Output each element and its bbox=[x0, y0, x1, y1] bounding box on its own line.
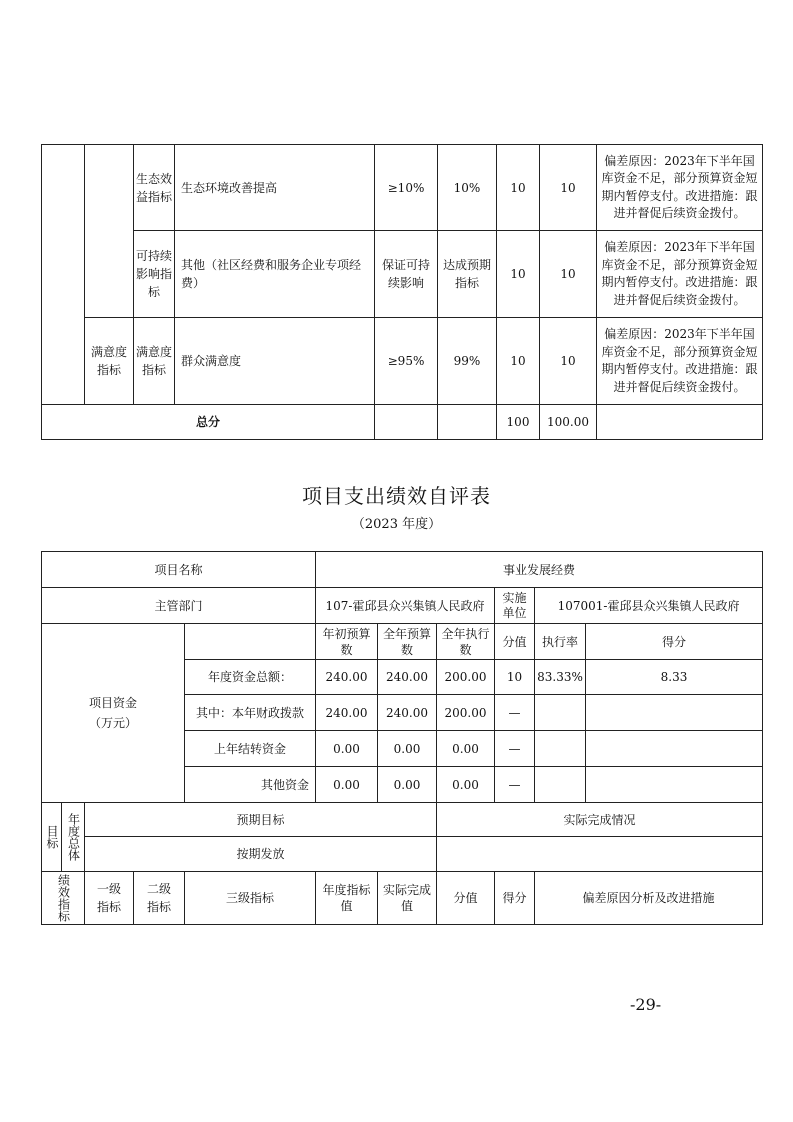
total-empty bbox=[375, 405, 438, 440]
l2-cell: 满意度指标 bbox=[85, 318, 134, 405]
perf-header-weight: 分值 bbox=[437, 872, 495, 925]
goal-side-text: 目标 bbox=[45, 825, 59, 849]
perf-label bbox=[42, 872, 85, 925]
header-rate: 执行率 bbox=[535, 624, 586, 660]
perf-label-text: 绩效指标 bbox=[56, 874, 71, 922]
page-number: -29- bbox=[630, 995, 662, 1014]
l1-cell bbox=[42, 145, 85, 405]
fund-rate bbox=[535, 731, 586, 767]
header-exec: 全年执行数 bbox=[437, 624, 495, 660]
fund-rate bbox=[535, 695, 586, 731]
header-weight: 分值 bbox=[495, 624, 535, 660]
fund-score bbox=[586, 731, 763, 767]
funds-table bbox=[41, 623, 763, 803]
page-subtitle: （2023 年度） bbox=[351, 517, 442, 532]
funds-label-text: 项目资金（万元） bbox=[88, 696, 137, 730]
fund-weight: — bbox=[495, 731, 535, 767]
total-label: 总分 bbox=[42, 405, 375, 440]
fund-annual: 0.00 bbox=[378, 767, 437, 803]
header-score: 得分 bbox=[586, 624, 763, 660]
actual-cell: 达成预期指标 bbox=[438, 231, 497, 318]
header-initial: 年初预算数 bbox=[316, 624, 378, 660]
fund-weight: — bbox=[495, 695, 535, 731]
impl-value: 107001-霍邱县众兴集镇人民政府 bbox=[535, 588, 763, 624]
expected-value: 按期发放 bbox=[85, 837, 437, 872]
perf-header-l1: 一级指标 bbox=[85, 872, 134, 925]
fund-score bbox=[586, 767, 763, 803]
target-cell: ≥95% bbox=[375, 318, 438, 405]
deviation-cell: 偏差原因：2023年下半年国库资金不足，部分预算资金短期内暂停支付。改进措施：跟进并督促后续资金拨付。 bbox=[597, 145, 763, 231]
fund-weight: 10 bbox=[495, 660, 535, 695]
expected-label: 预期目标 bbox=[85, 803, 437, 837]
project-name-label: 项目名称 bbox=[42, 552, 316, 588]
target-cell: ≥10% bbox=[375, 145, 438, 231]
l3-cell: 生态效益指标 bbox=[134, 145, 175, 231]
score-cell: 10 bbox=[540, 231, 597, 318]
fund-rate bbox=[535, 767, 586, 803]
goals-table bbox=[41, 802, 763, 925]
item-cell: 生态环境改善提高 bbox=[175, 145, 375, 231]
perf-header-target: 年度指标值 bbox=[316, 872, 378, 925]
page-title: 项目支出绩效自评表 bbox=[302, 484, 491, 508]
fund-row-label: 年度资金总额： bbox=[185, 660, 316, 695]
score-cell: 10 bbox=[540, 318, 597, 405]
indicator-table-continued bbox=[41, 144, 763, 440]
fund-annual: 240.00 bbox=[378, 695, 437, 731]
dept-value: 107-霍邱县众兴集镇人民政府 bbox=[316, 588, 495, 624]
total-empty bbox=[438, 405, 497, 440]
weight-cell: 10 bbox=[497, 145, 540, 231]
score-cell: 10 bbox=[540, 145, 597, 231]
total-score: 100.00 bbox=[540, 405, 597, 440]
actual-value bbox=[437, 837, 763, 872]
fund-initial: 0.00 bbox=[316, 767, 378, 803]
fund-initial: 240.00 bbox=[316, 695, 378, 731]
goal-year-label bbox=[62, 803, 85, 872]
fund-header-blank bbox=[185, 624, 316, 660]
fund-weight: — bbox=[495, 767, 535, 803]
perf-header-l2: 二级指标 bbox=[134, 872, 185, 925]
impl-label: 实施单位 bbox=[495, 588, 535, 624]
total-full: 100 bbox=[497, 405, 540, 440]
deviation-cell: 偏差原因：2023年下半年国库资金不足，部分预算资金短期内暂停支付。改进措施：跟进并督促后续资金拨付。 bbox=[597, 318, 763, 405]
goal-side-label bbox=[42, 803, 62, 872]
total-empty bbox=[597, 405, 763, 440]
target-cell: 保证可持续影响 bbox=[375, 231, 438, 318]
l2-cell bbox=[85, 145, 134, 318]
fund-annual: 240.00 bbox=[378, 660, 437, 695]
actual-cell: 10% bbox=[438, 145, 497, 231]
self-evaluation-table bbox=[41, 551, 763, 624]
goal-year-text: 年度总体 bbox=[66, 813, 81, 861]
fund-score bbox=[586, 695, 763, 731]
fund-annual: 0.00 bbox=[378, 731, 437, 767]
weight-cell: 10 bbox=[497, 231, 540, 318]
item-cell: 其他（社区经费和服务企业专项经费） bbox=[175, 231, 375, 318]
fund-row-label: 上年结转资金 bbox=[185, 731, 316, 767]
fund-row-label: 其他资金 bbox=[185, 767, 316, 803]
actual-label: 实际完成情况 bbox=[437, 803, 763, 837]
l3-cell: 可持续影响指标 bbox=[134, 231, 175, 318]
fund-initial: 0.00 bbox=[316, 731, 378, 767]
fund-exec: 0.00 bbox=[437, 767, 495, 803]
deviation-cell: 偏差原因：2023年下半年国库资金不足，部分预算资金短期内暂停支付。改进措施：跟进并督促后续资金拨付。 bbox=[597, 231, 763, 318]
perf-header-l3: 三级指标 bbox=[185, 872, 316, 925]
fund-exec: 0.00 bbox=[437, 731, 495, 767]
perf-header-score: 得分 bbox=[495, 872, 535, 925]
fund-exec: 200.00 bbox=[437, 660, 495, 695]
item-cell: 群众满意度 bbox=[175, 318, 375, 405]
perf-header-deviation: 偏差原因分析及改进措施 bbox=[535, 872, 763, 925]
fund-initial: 240.00 bbox=[316, 660, 378, 695]
fund-row-label: 其中：本年财政拨款 bbox=[185, 695, 316, 731]
dept-label: 主管部门 bbox=[42, 588, 316, 624]
l3-cell: 满意度指标 bbox=[134, 318, 175, 405]
fund-exec: 200.00 bbox=[437, 695, 495, 731]
fund-score: 8.33 bbox=[586, 660, 763, 695]
fund-rate: 83.33% bbox=[535, 660, 586, 695]
perf-header-actual: 实际完成值 bbox=[378, 872, 437, 925]
header-annual: 全年预算数 bbox=[378, 624, 437, 660]
funds-label-cell bbox=[42, 624, 185, 803]
weight-cell: 10 bbox=[497, 318, 540, 405]
project-name-value: 事业发展经费 bbox=[316, 552, 763, 588]
actual-cell: 99% bbox=[438, 318, 497, 405]
